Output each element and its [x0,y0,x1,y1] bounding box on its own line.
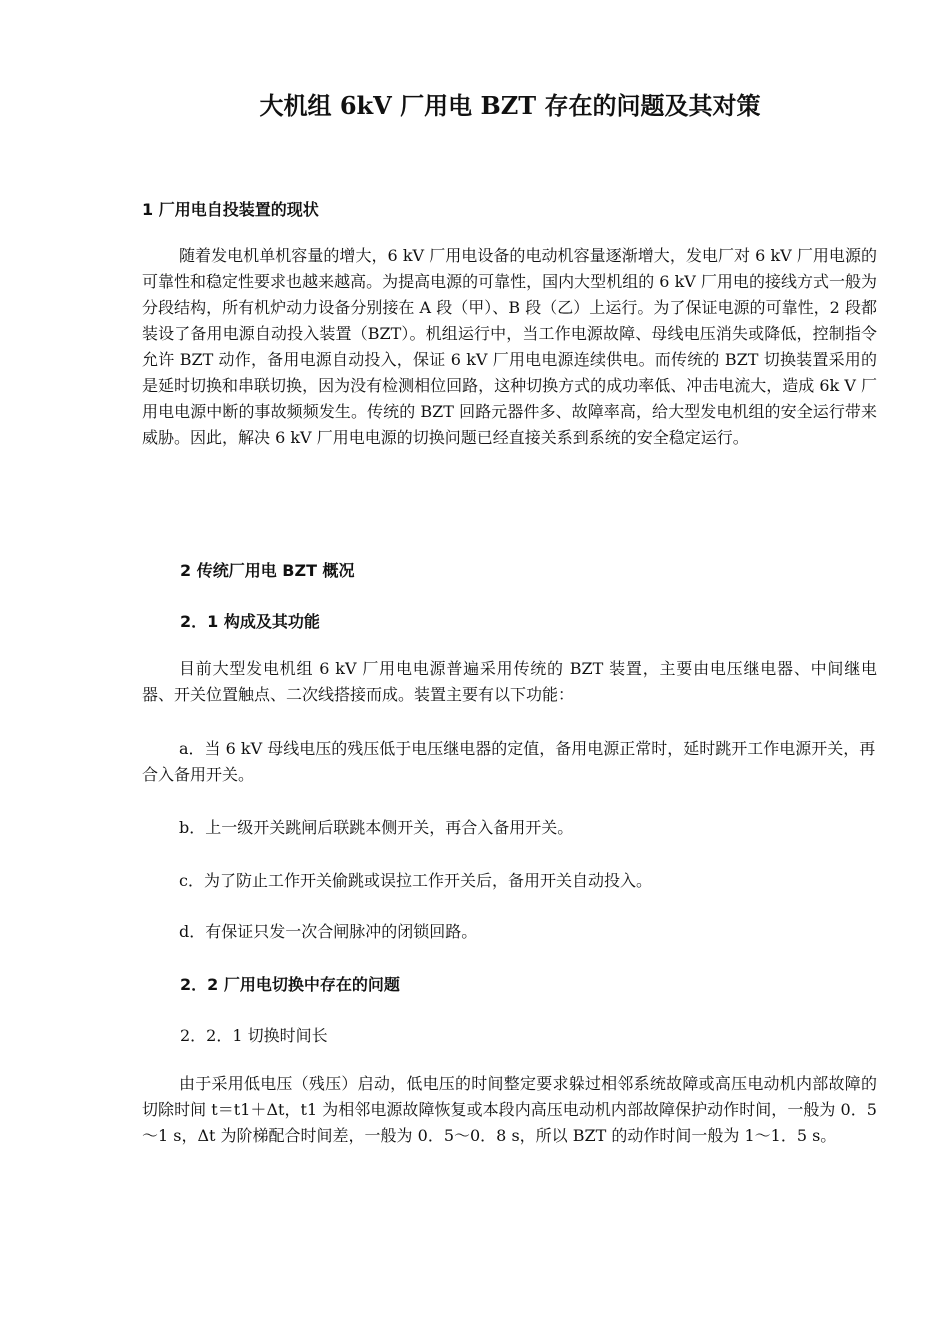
section-1-paragraph: 随着发电机单机容量的增大，6 kV 厂用电设备的电动机容量逐渐增大，发电厂对 6 kV 厂用电源的可靠性和稳定性要求也越来越高。为提高电源的可靠性，国内大型机组的 6 kV 厂用电的接线方式一般为分段结构，所有机炉动力设备分别接在 A 段（甲）、B 段（乙）上运行。为了保证电源的可靠性，2 段都装设了备用电源自动投入装置（BZT）。机组运行中，当工作电源故障、母线电压消失或降低，控制指令允许 BZT 动作，备用电源自动投入，保证 6 kV 厂用电电源连续供电。而传统的 BZT 切换装置采用的是延时切换和串联切换，因为没有检测相位回路，这种切换方式的成功率低、冲击电流大，造成 6k V 厂用电电源中断的事故频频发生。传统的 BZT 回路元器件多、故障率高，给大型发电机组的安全运行带来威胁。因此，解决 6 kV 厂用电电源的切换问题已经直接关系到系统的安全稳定运行。 [142,246,877,447]
function-item-a: a．当 6 kV 母线电压的残压低于电压继电器的定值，备用电源正常时，延时跳开工作电源开关，再合入备用开关。 [142,739,876,784]
section-2-heading: 2 传统厂用电 BZT 概况 [180,561,355,580]
function-item-d: d．有保证只发一次合闸脉冲的闭锁回路。 [179,922,478,941]
section-2-2-1-heading: 2．2．1 切换时间长 [180,1026,328,1045]
function-item-b: b．上一级开关跳闸后联跳本侧开关，再合入备用开关。 [179,818,574,837]
section-1-heading: 1 厂用电自投装置的现状 [142,200,319,219]
function-item-c: c．为了防止工作开关偷跳或误拉工作开关后，备用开关自动投入。 [179,871,652,890]
section-2-2-heading: 2．2 厂用电切换中存在的问题 [180,975,400,994]
section-2-1-paragraph: 目前大型发电机组 6 kV 厂用电电源普遍采用传统的 BZT 装置，主要由电压继电器、中间继电器、开关位置触点、二次线搭接而成。装置主要有以下功能： [142,659,877,704]
section-2-2-1-paragraph: 由于采用低电压（残压）启动，低电压的时间整定要求躲过相邻系统故障或高压电动机内部故障的切除时间 t＝t1＋Δt，t1 为相邻电源故障恢复或本段内高压电动机内部故障保护动作时间，一般为 0．5～1 s，Δt 为阶梯配合时间差，一般为 0．5～0．8 s，所以 BZT 的动作时间一般为 1～1．5 s。 [142,1074,877,1145]
document-title: 大机组 6kV 厂用电 BZT 存在的问题及其对策 [259,91,761,120]
section-2-1-heading: 2．1 构成及其功能 [180,612,320,631]
